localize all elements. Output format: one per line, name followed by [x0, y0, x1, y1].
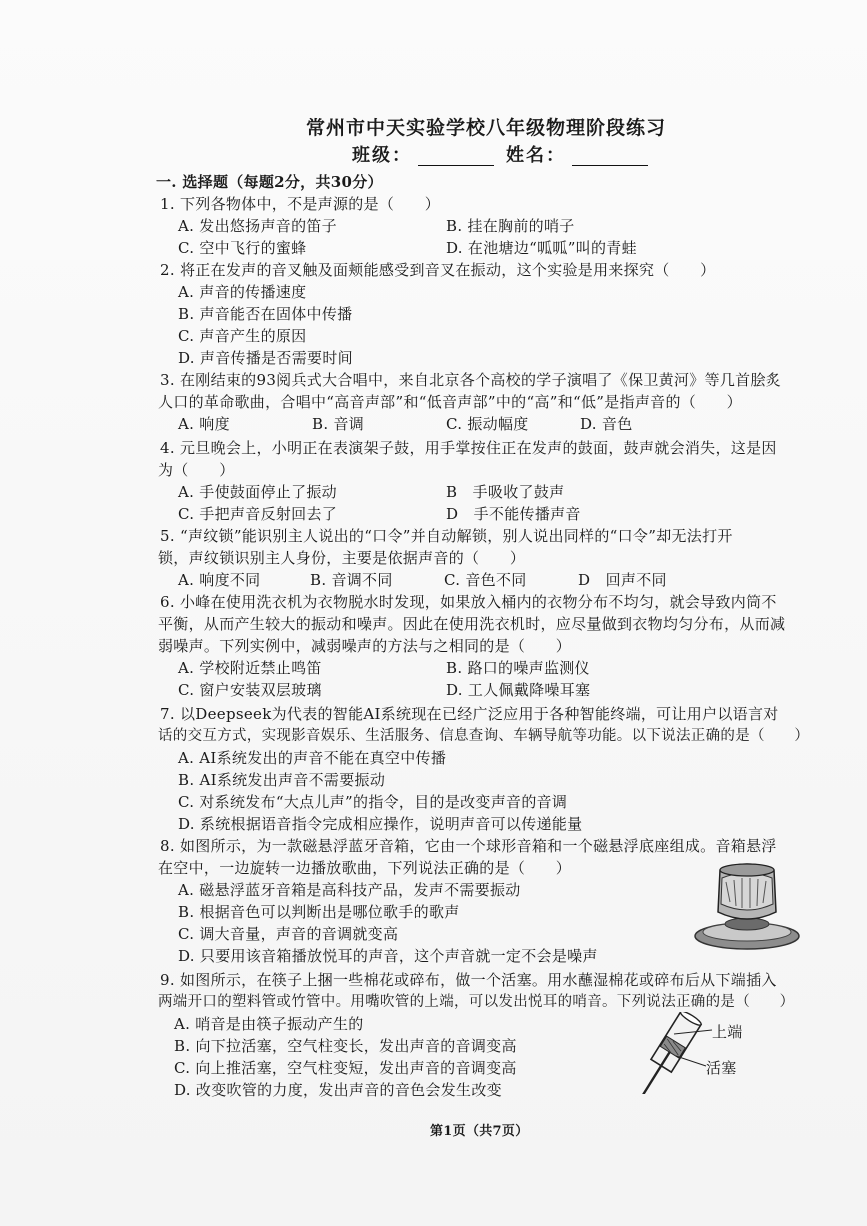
question-3-line-1: 3. 在刚结束的93阅兵式大合唱中，来自北京各个高校的学子演唱了《保卫黄河》等几首脍炙	[160, 371, 782, 389]
q7-option-b: B. AI系统发出声音不需要振动	[178, 771, 386, 789]
q3-option-a: A. 响度	[178, 415, 230, 433]
q8-option-b: B. 根据音色可以判断出是哪位歌手的歌声	[178, 903, 460, 921]
q2-option-b: B. 声音能否在固体中传播	[178, 305, 353, 323]
question-8-line-1: 8. 如图所示，为一款磁悬浮蓝牙音箱，它由一个球形音箱和一个磁悬浮底座组成。音箱悬浮	[160, 837, 777, 855]
q9-option-b: B. 向下拉活塞，空气柱变长，发出声音的音调变高	[174, 1037, 517, 1055]
q3-option-c: C. 振动幅度	[446, 415, 529, 433]
q4-option-b: B 手吸收了鼓声	[446, 483, 565, 501]
page-title: 常州市中天实验学校八年级物理阶段练习	[306, 117, 667, 139]
q8-option-a: A. 磁悬浮蓝牙音箱是高科技产品，发声不需要振动	[178, 881, 521, 899]
q6-option-d: D. 工人佩戴降噪耳塞	[446, 681, 591, 699]
q7-option-a: A. AI系统发出的声音不能在真空中传播	[178, 749, 447, 767]
question-6-line-2: 平衡，从而产生较大的振动和噪声。因此在使用洗衣机时，应尽量做到衣物均匀分布，从而减	[158, 615, 786, 633]
q1-option-a: A. 发出悠扬声音的笛子	[178, 217, 337, 235]
question-1-stem: 1. 下列各物体中，不是声源的是（ ）	[160, 195, 441, 213]
q4-option-d: D 手不能传播声音	[446, 505, 581, 523]
q5-option-a: A. 响度不同	[178, 571, 261, 589]
q1-option-b: B. 挂在胸前的哨子	[446, 217, 575, 235]
q8-option-c: C. 调大音量，声音的音调就变高	[178, 925, 399, 943]
q9-option-a: A. 哨音是由筷子振动产生的	[174, 1015, 364, 1033]
question-5-line-1: 5. “声纹锁”能识别主人说出的“口令”并自动解锁，别人说出同样的“口令”却无法打开	[160, 527, 733, 545]
q7-option-c: C. 对系统发布“大点儿声”的指令，目的是改变声音的音调	[178, 793, 568, 811]
figure-label-top-end: 上端	[712, 1023, 743, 1041]
name-label: 姓名：	[506, 145, 566, 166]
q7-option-d: D. 系统根据语音指令完成相应操作，说明声音可以传递能量	[178, 815, 583, 833]
question-7-line-1: 7. 以Deepseek为代表的智能AI系统现在已经广泛应用于各种智能终端，可让用户以语言对	[160, 705, 779, 723]
q6-option-a: A. 学校附近禁止鸣笛	[178, 659, 322, 677]
figure-label-piston: 活塞	[706, 1059, 737, 1077]
name-blank[interactable]	[572, 150, 648, 166]
question-3-line-2: 人口的革命歌曲，合唱中“高音声部”和“低音声部”中的“高”和“低”是指声音的（ ）	[158, 393, 742, 411]
question-6-line-1: 6. 小峰在使用洗衣机为衣物脱水时发现，如果放入桶内的衣物分布不均匀，就会导致内筒不	[160, 593, 777, 611]
q1-option-d: D. 在池塘边“呱呱”叫的青蛙	[446, 239, 637, 257]
q9-option-d: D. 改变吹管的力度，发出声音的音色会发生改变	[174, 1081, 502, 1099]
student-info	[352, 146, 654, 166]
q9-option-c: C. 向上推活塞，空气柱变短，发出声音的音调变高	[174, 1059, 517, 1077]
question-8-line-2: 在空中，一边旋转一边播放歌曲，下列说法正确的是（ ）	[158, 859, 572, 877]
q4-option-a: A. 手使鼓面停止了振动	[178, 483, 337, 501]
q2-option-c: C. 声音产生的原因	[178, 327, 307, 345]
question-2-stem: 2. 将正在发声的音叉触及面颊能感受到音叉在振动，这个实验是用来探究（ ）	[160, 261, 716, 279]
maglev-speaker-figure	[690, 856, 805, 956]
page-number: 第1页（共7页）	[430, 1124, 529, 1139]
question-4-line-1: 4. 元旦晚会上，小明正在表演架子鼓，用手掌按住正在发声的鼓面，鼓声就会消失，这是因	[160, 439, 777, 457]
q6-option-b: B. 路口的噪声监测仪	[446, 659, 590, 677]
class-blank[interactable]	[418, 150, 494, 166]
q5-option-d: D 回声不同	[578, 571, 667, 589]
question-9-line-2: 两端开口的塑料管或竹管中。用嘴吹管的上端，可以发出悦耳的哨音。下列说法正确的是（ ）	[158, 994, 795, 1010]
q5-option-c: C. 音色不同	[444, 571, 527, 589]
q2-option-a: A. 声音的传播速度	[178, 283, 307, 301]
q3-option-b: B. 音调	[312, 415, 365, 433]
question-6-line-3: 弱噪声。下列实例中，减弱噪声的方法与之相同的是（ ）	[158, 637, 572, 655]
q3-option-d: D. 音色	[580, 415, 633, 433]
question-5-line-2: 锁，声纹锁识别主人身份，主要是依据声音的（ ）	[158, 549, 526, 567]
q4-option-c: C. 手把声音反射回去了	[178, 505, 338, 523]
q1-option-c: C. 空中飞行的蜜蜂	[178, 239, 307, 257]
q6-option-c: C. 窗户安装双层玻璃	[178, 681, 322, 699]
figure-leader-lines	[672, 1026, 716, 1070]
question-4-line-2: 为（ ）	[158, 461, 235, 479]
class-label: 班级：	[352, 145, 412, 166]
q2-option-d: D. 声音传播是否需要时间	[178, 349, 353, 367]
question-9-line-1: 9. 如图所示，在筷子上捆一些棉花或碎布，做一个活塞。用水蘸湿棉花或碎布后从下端插入	[160, 971, 777, 989]
q8-option-d: D. 只要用该音箱播放悦耳的声音，这个声音就一定不会是噪声	[178, 947, 598, 965]
q5-option-b: B. 音调不同	[310, 571, 393, 589]
section-heading: 一. 选择题（每题2分，共30分）	[156, 173, 383, 191]
question-7-line-2: 话的交互方式，实现影音娱乐、生活服务、信息查询、车辆导航等功能。以下说法正确的是（ ）	[158, 728, 810, 744]
